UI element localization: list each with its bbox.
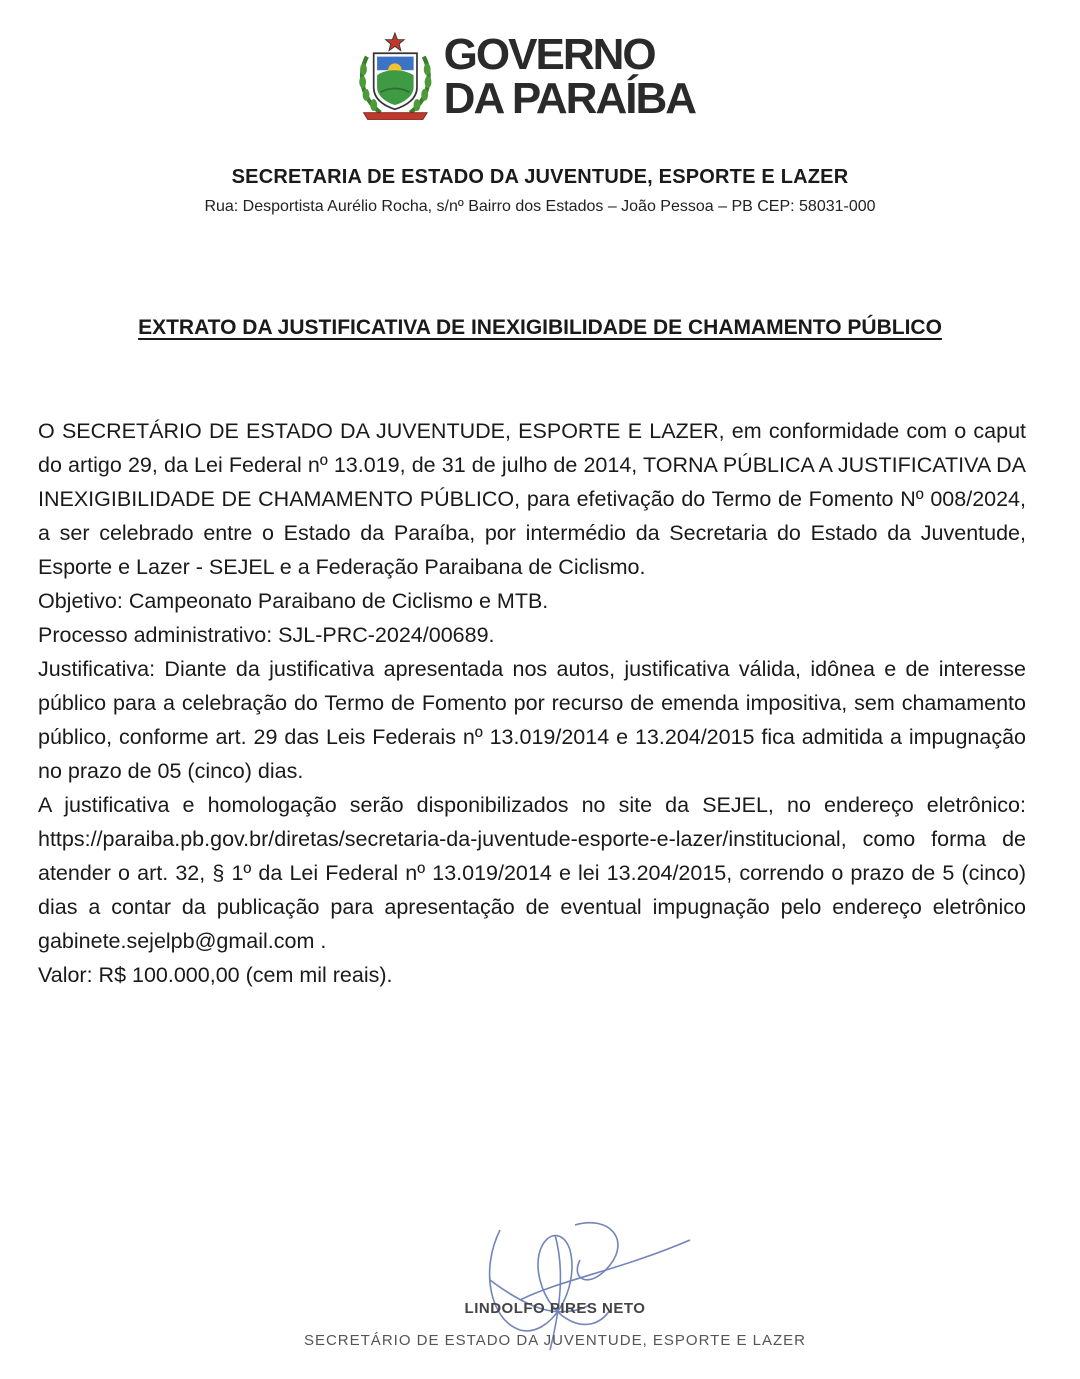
- address-line: Rua: Desportista Aurélio Rocha, s/nº Bairro dos Estados – João Pessoa – PB CEP: 58031-000: [204, 198, 876, 215]
- document-title: EXTRATO DA JUSTIFICATIVA DE INEXIGIBILIDADE DE CHAMAMENTO PÚBLICO: [138, 316, 942, 339]
- intro-paragraph: O SECRETÁRIO DE ESTADO DA JUVENTUDE, ESPORTE E LAZER, em conformidade com o caput do artigo 29, da Lei Federal nº 13.019, de 31 de julho de 2014, TORNA PÚBLICA A JUSTIFICATIVA DA INEXIGIBILIDADE DE CHAMAMENTO PÚBLICO, para efetivação do Termo de Fomento Nº 008/2024, a ser celebrado entre o Estado da Paraíba, por intermédio da Secretaria do Estado da Juventude, Esporte e Lazer - SEJEL e a Federação Paraibana de Ciclismo.: [38, 419, 1026, 579]
- secretaria-heading: SECRETARIA DE ESTADO DA JUVENTUDE, ESPORTE E LAZER: [231, 166, 849, 188]
- government-wordmark: [443, 30, 695, 123]
- valor-line: Valor: R$ 100.000,00 (cem mil reais).: [38, 963, 393, 987]
- justificativa-paragraph: Justificativa: Diante da justificativa apresentada nos autos, justificativa válida, idônea e de interesse público para a celebração do Termo de Fomento por recurso de emenda impositiva, sem chamamento público, conforme art. 29 das Leis Federais nº 13.019/2014 e 13.204/2015 fica admitida a impugnação no prazo de 05 (cinco) dias.: [38, 657, 1026, 783]
- processo-line: Processo administrativo: SJL-PRC-2024/00689.: [38, 623, 495, 647]
- government-logo: [355, 22, 695, 132]
- signer-name: LINDOLFO PIRES NETO: [464, 1300, 646, 1317]
- objetivo-line: Objetivo: Campeonato Paraibano de Ciclismo e MTB.: [38, 589, 549, 613]
- coat-of-arms-icon: [355, 23, 436, 131]
- document-body: [38, 414, 1026, 992]
- homologacao-paragraph: A justificativa e homologação serão disponibilizados no site da SEJEL, no endereço eletrônico: https://paraiba.pb.gov.br/diretas/secretaria-da-juventude-esporte-e-lazer/institucional, como forma de atender o art. 32, § 1º da Lei Federal nº 13.019/2014 e lei 13.204/2015, correndo o prazo de 5 (cinco) dias a contar da publicação para apresentação de eventual impugnação pelo endereço eletrônico gabinete.sejelpb@gmail.com .: [38, 793, 1026, 953]
- signer-role: SECRETÁRIO DE ESTADO DA JUVENTUDE, ESPORTE E LAZER: [303, 1332, 807, 1349]
- logo-line-1: GOVERNO: [443, 30, 655, 79]
- logo-line-2: DA PARAÍBA: [443, 74, 695, 123]
